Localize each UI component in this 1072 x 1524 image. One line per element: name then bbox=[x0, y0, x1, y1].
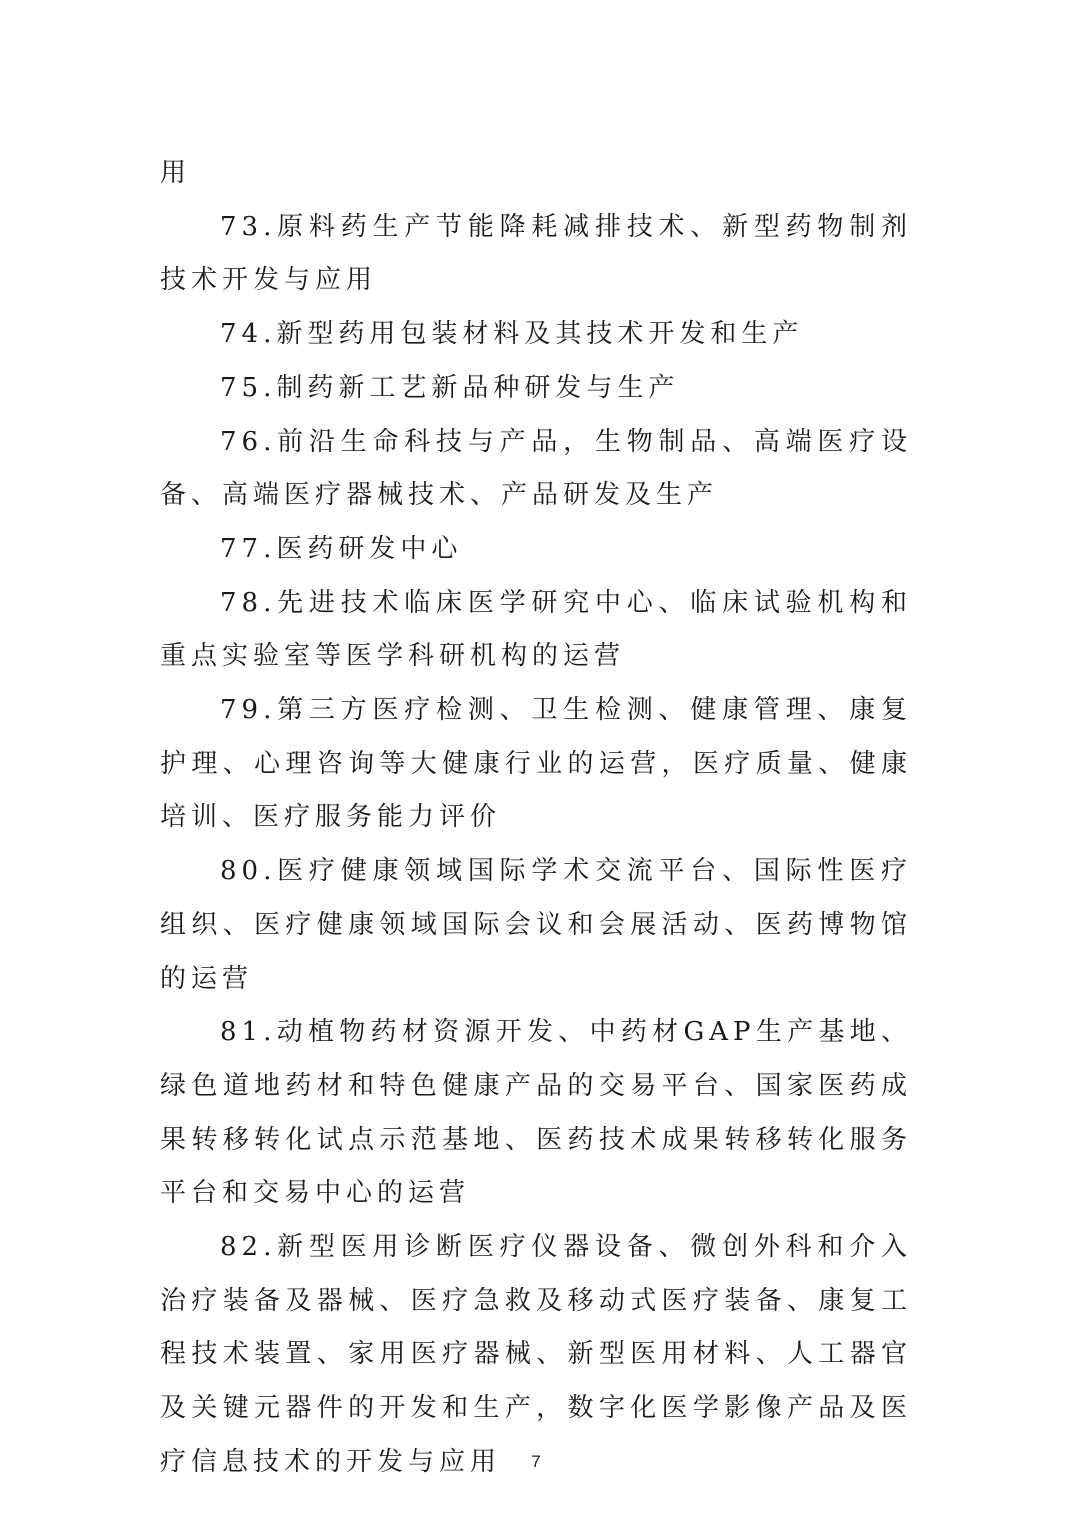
page-number: 7 bbox=[531, 1452, 541, 1471]
paragraph-item-78: 78.先进技术临床医学研究中心、临床试验机构和重点实验室等医学科研机构的运营 bbox=[160, 587, 912, 672]
paragraph-item-73: 73.原料药生产节能降耗减排技术、新型药物制剂技术开发与应用 bbox=[160, 211, 912, 296]
paragraph-item-80: 80.医疗健康领域国际学术交流平台、国际性医疗组织、医疗健康领域国际会议和会展活动、医药博物馆的运营 bbox=[160, 856, 912, 994]
paragraph-item-75: 75.制药新工艺新品种研发与生产 bbox=[220, 372, 680, 403]
paragraph-item-77: 77.医药研发中心 bbox=[220, 533, 463, 564]
paragraph-item-79: 79.第三方医疗检测、卫生检测、健康管理、康复护理、心理咨询等大健康行业的运营，医疗质量、健康培训、医疗服务能力评价 bbox=[160, 695, 912, 833]
paragraph-item-76: 76.前沿生命科技与产品，生物制品、高端医疗设备、高端医疗器械技术、产品研发及生产 bbox=[160, 426, 912, 511]
paragraph-continuation: 用 bbox=[160, 158, 192, 188]
document-body bbox=[160, 147, 912, 1490]
paragraph-item-82: 82.新型医用诊断医疗仪器设备、微创外科和介入治疗装备及器械、医疗急救及移动式医疗装备、康复工程技术装置、家用医疗器械、新型医用材料、人工器官及关键元器件的开发和生产，数字化医学影像产品及医疗信息技术的开发与应用 bbox=[160, 1232, 912, 1477]
paragraph-item-74: 74.新型药用包装材料及其技术开发和生产 bbox=[220, 319, 804, 350]
paragraph-item-81: 81.动植物药材资源开发、中药材GAP生产基地、绿色道地药材和特色健康产品的交易平台、国家医药成果转移转化试点示范基地、医药技术成果转移转化服务平台和交易中心的运营 bbox=[160, 1017, 912, 1209]
